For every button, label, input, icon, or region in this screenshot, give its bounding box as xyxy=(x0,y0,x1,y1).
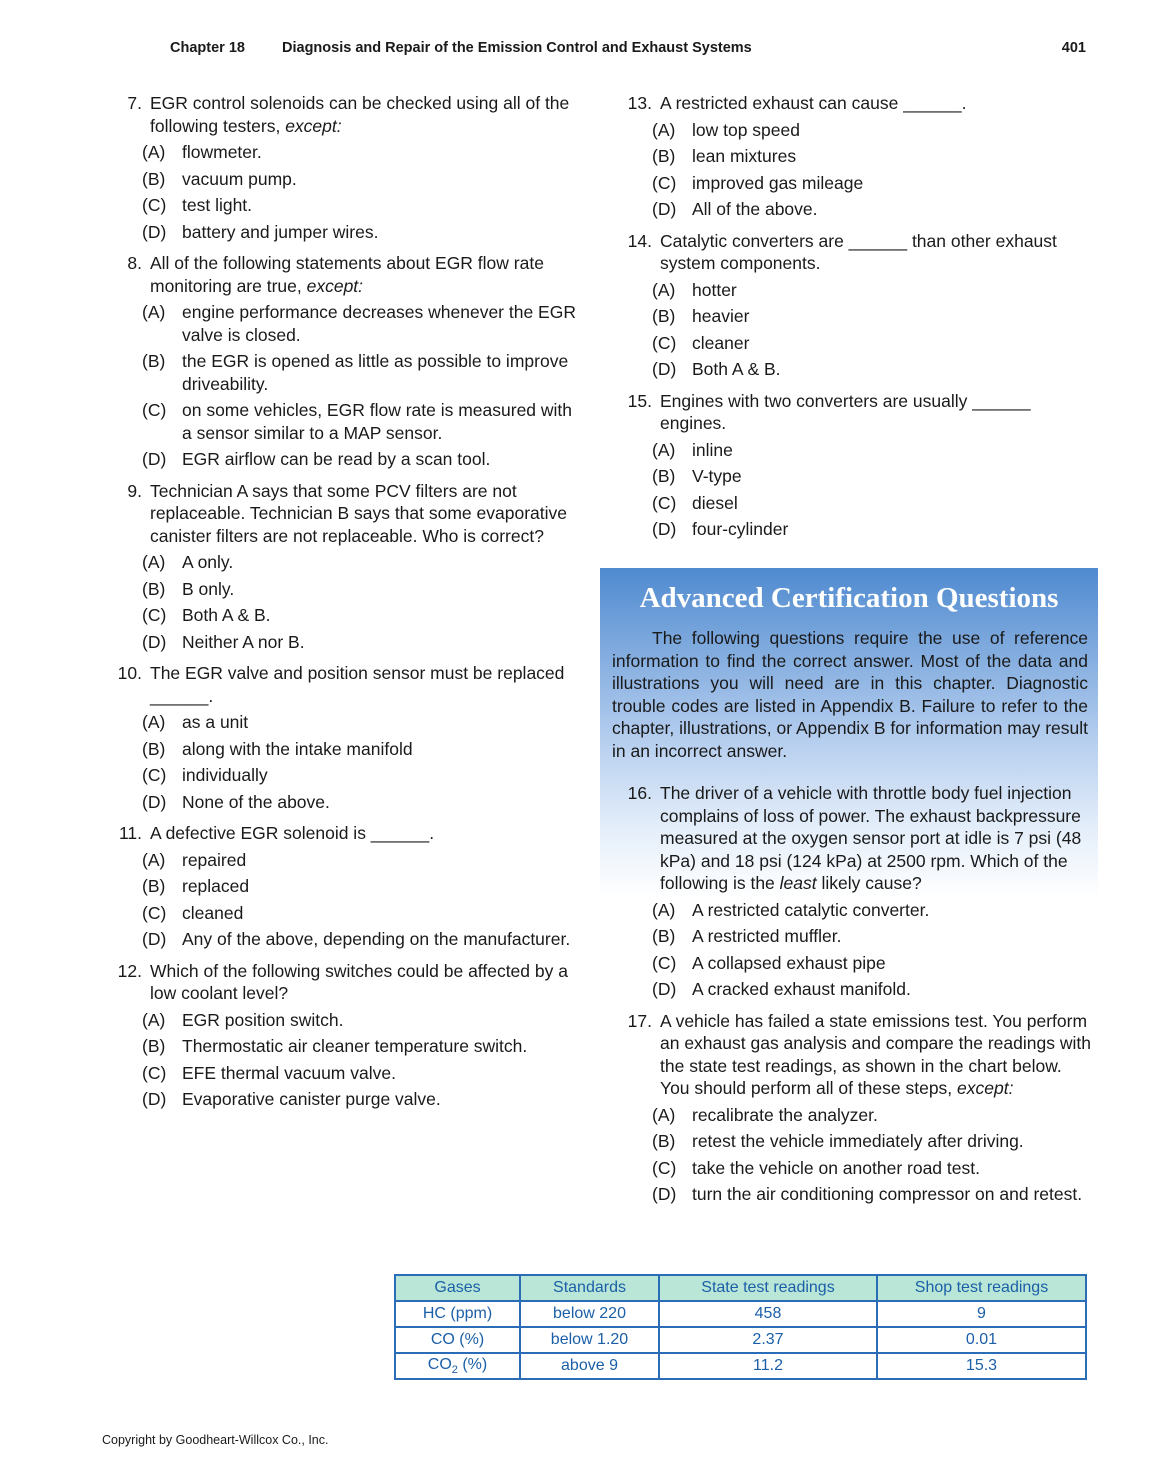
answer-option xyxy=(142,1035,580,1058)
option-letter: (C) xyxy=(142,605,167,625)
option-letter: (C) xyxy=(142,902,167,923)
option-text: replaced xyxy=(182,876,250,896)
answer-option xyxy=(142,711,580,734)
left-column xyxy=(102,92,580,1120)
gas-name: HC (ppm) xyxy=(422,1305,493,1322)
option-letter: (B) xyxy=(142,578,166,599)
question-emphasis: except: xyxy=(957,1078,1014,1098)
question-stem xyxy=(612,230,1092,275)
question-number: 8. xyxy=(127,253,142,273)
option-letter: (B) xyxy=(142,738,166,759)
option-letter: (B) xyxy=(652,146,676,166)
answer-option xyxy=(652,439,1092,462)
question-text-main: EGR control solenoids can be checked using all of the following testers, xyxy=(150,93,570,136)
question xyxy=(612,782,1092,1001)
answer-options xyxy=(652,439,1092,541)
advanced-intro: The following questions require the use of reference information to find the correct answer. Most of the data and illustrations you will need are in this chapter. Diagnostic trouble codes are listed in Appendix B. Failure to refer to the chapter, illustrations, or Appendix B for information may result in an incorrect answer. xyxy=(612,628,1088,761)
answer-option xyxy=(142,738,580,761)
option-text: along with the intake manifold xyxy=(182,738,413,759)
question-stem xyxy=(102,960,580,1005)
answer-option xyxy=(652,119,1092,142)
copyright-footer: Copyright by Goodheart-Willcox Co., Inc. xyxy=(102,1433,329,1447)
question-number: 10. xyxy=(117,663,142,683)
option-text: individually xyxy=(182,765,268,785)
right-column xyxy=(612,92,1092,550)
option-text: take the vehicle on another road test. xyxy=(692,1157,980,1178)
option-text: EGR airflow can be read by a scan tool. xyxy=(182,449,491,469)
option-letter: (D) xyxy=(652,199,677,219)
option-letter: (C) xyxy=(652,1157,677,1178)
option-letter: (B) xyxy=(142,168,166,189)
answer-options xyxy=(142,141,580,243)
option-letter: (D) xyxy=(142,449,167,469)
question xyxy=(102,662,580,813)
answer-option xyxy=(652,518,1092,541)
answer-option xyxy=(142,849,580,872)
table-row xyxy=(395,1301,1086,1327)
answer-options xyxy=(142,849,580,951)
answer-options xyxy=(142,1009,580,1111)
gas-name: CO (%) xyxy=(430,1331,485,1348)
option-letter: (A) xyxy=(652,439,676,460)
option-letter: (A) xyxy=(142,1009,166,1030)
option-text: heavier xyxy=(692,306,750,326)
option-text: recalibrate the analyzer. xyxy=(692,1104,878,1125)
option-text: EFE thermal vacuum valve. xyxy=(182,1062,396,1083)
question xyxy=(612,390,1092,541)
page-header xyxy=(0,40,1156,62)
answer-option xyxy=(652,1157,1092,1180)
answer-option xyxy=(142,928,580,951)
option-letter: (B) xyxy=(142,351,166,371)
question-text-main: A defective EGR solenoid is ______. xyxy=(150,823,435,843)
question-text xyxy=(660,230,1092,275)
answer-option xyxy=(142,1009,580,1032)
answer-option xyxy=(142,902,580,925)
answer-option xyxy=(652,899,1092,922)
chapter-title: Diagnosis and Repair of the Emission Control and Exhaust Systems xyxy=(282,40,752,56)
advanced-questions xyxy=(612,782,1092,1215)
question-text-main: A restricted exhaust can cause ______. xyxy=(660,93,967,113)
question-stem xyxy=(102,92,580,137)
cell-standard: above 9 xyxy=(520,1353,659,1379)
option-letter: (B) xyxy=(652,1131,676,1151)
question-number: 11. xyxy=(118,823,142,843)
header-shop-readings: Shop test readings xyxy=(877,1275,1086,1301)
question-number: 15. xyxy=(627,390,652,411)
option-letter: (B) xyxy=(652,926,676,946)
option-letter: (A) xyxy=(652,899,676,920)
gas-name: CO xyxy=(427,1355,452,1373)
option-text: turn the air conditioning compressor on and retest. xyxy=(692,1184,1083,1204)
question xyxy=(612,1010,1092,1206)
answer-options xyxy=(142,551,580,653)
question-number: 7. xyxy=(127,93,142,113)
answer-option xyxy=(142,448,580,471)
question xyxy=(102,252,580,471)
question-stem xyxy=(612,1010,1092,1100)
question-stem xyxy=(102,480,580,548)
answer-option xyxy=(142,141,580,164)
answer-option xyxy=(142,551,580,574)
question-text xyxy=(150,92,580,137)
question-number: 9. xyxy=(127,480,142,501)
gas-subscript: 2 xyxy=(451,1364,458,1377)
answer-option xyxy=(142,399,580,444)
answer-option xyxy=(652,145,1092,168)
option-letter: (D) xyxy=(652,1184,677,1204)
cell-state-reading: 2.37 xyxy=(659,1327,877,1353)
question-text xyxy=(150,252,580,297)
option-text: hotter xyxy=(692,279,737,300)
option-text: engine performance decreases whenever the EGR valve is closed. xyxy=(182,302,576,345)
option-text: V-type xyxy=(692,466,742,486)
cell-standard: below 220 xyxy=(520,1301,659,1327)
option-text: EGR position switch. xyxy=(182,1009,344,1030)
option-text: vacuum pump. xyxy=(182,168,297,189)
cell-shop-reading: 0.01 xyxy=(877,1327,1086,1353)
option-text: low top speed xyxy=(692,119,800,140)
option-letter: (A) xyxy=(652,279,676,300)
option-text: as a unit xyxy=(182,712,249,732)
option-text: Both A & B. xyxy=(182,605,271,625)
cell-gas xyxy=(395,1327,520,1353)
question-emphasis: except: xyxy=(285,115,342,136)
answer-option xyxy=(142,194,580,217)
option-text: None of the above. xyxy=(182,791,330,812)
option-text: A collapsed exhaust pipe xyxy=(692,952,886,973)
answer-option xyxy=(652,465,1092,488)
header-gases: Gases xyxy=(395,1275,520,1301)
option-letter: (A) xyxy=(142,552,166,572)
option-text: All of the above. xyxy=(692,199,818,219)
answer-option xyxy=(142,578,580,601)
question-stem xyxy=(102,662,580,707)
option-text: A restricted catalytic converter. xyxy=(692,899,930,920)
option-text: B only. xyxy=(182,578,235,599)
header-standards: Standards xyxy=(520,1275,659,1301)
option-letter: (D) xyxy=(652,979,677,999)
option-letter: (A) xyxy=(142,302,166,322)
answer-option xyxy=(652,198,1092,221)
option-text: diesel xyxy=(692,492,738,513)
page-number: 401 xyxy=(1061,40,1086,56)
question-text-main: The EGR valve and position sensor must be replaced ______. xyxy=(150,663,565,706)
option-letter: (D) xyxy=(652,519,677,539)
option-letter: (D) xyxy=(652,359,677,379)
answer-option xyxy=(142,1088,580,1111)
option-text: Thermostatic air cleaner temperature switch. xyxy=(182,1036,528,1056)
header-state-readings: State test readings xyxy=(659,1275,877,1301)
answer-option xyxy=(142,604,580,627)
answer-option xyxy=(142,791,580,814)
answer-option xyxy=(652,925,1092,948)
answer-option xyxy=(652,1104,1092,1127)
question-text-main: Catalytic converters are ______ than other exhaust system components. xyxy=(660,230,1057,273)
question-text-main: A vehicle has failed a state emissions test. You perform an exhaust gas analysis and compare the readings with the state test readings, as shown in the chart below. You should perform all of these steps, xyxy=(660,1010,1091,1098)
option-text: cleaner xyxy=(692,332,750,353)
cell-state-reading: 458 xyxy=(659,1301,877,1327)
option-text: inline xyxy=(692,439,733,460)
answer-option xyxy=(652,172,1092,195)
question-text xyxy=(660,390,1092,435)
option-letter: (C) xyxy=(652,172,677,193)
answer-option xyxy=(142,764,580,787)
option-letter: (D) xyxy=(142,631,167,652)
answer-option xyxy=(652,358,1092,381)
question-stem xyxy=(612,390,1092,435)
answer-option xyxy=(652,1183,1092,1206)
option-letter: (A) xyxy=(142,142,166,162)
answer-option xyxy=(142,168,580,191)
question-number: 12. xyxy=(117,960,142,981)
option-text: the EGR is opened as little as possible to improve driveability. xyxy=(182,351,569,394)
question-number: 16. xyxy=(627,783,652,803)
answer-option xyxy=(652,1130,1092,1153)
option-text: test light. xyxy=(182,195,253,215)
option-letter: (A) xyxy=(652,119,676,140)
question-text xyxy=(660,1010,1092,1100)
option-text: cleaned xyxy=(182,902,244,923)
option-text: A only. xyxy=(182,552,234,572)
question-text xyxy=(150,662,580,707)
answer-options xyxy=(652,1104,1092,1206)
question-text-main: All of the following statements about EGR flow rate monitoring are true, xyxy=(150,253,544,296)
question-emphasis: least xyxy=(779,873,817,893)
option-text: retest the vehicle immediately after driving. xyxy=(692,1131,1024,1151)
question-number: 14. xyxy=(627,230,652,251)
answer-option xyxy=(142,875,580,898)
option-letter: (B) xyxy=(142,876,166,896)
question-text xyxy=(150,480,580,548)
question-text xyxy=(150,822,580,845)
option-text: Evaporative canister purge valve. xyxy=(182,1089,441,1109)
cell-shop-reading: 15.3 xyxy=(877,1353,1086,1379)
question-text-tail: likely cause? xyxy=(816,873,922,893)
option-letter: (B) xyxy=(652,306,676,326)
question-text-main: Technician A says that some PCV filters are not replaceable. Technician B says that some evaporative canister filters are not replaceable. Who is correct? xyxy=(150,480,568,546)
answer-option xyxy=(652,952,1092,975)
answer-option xyxy=(652,279,1092,302)
option-text: on some vehicles, EGR flow rate is measured with a sensor similar to a MAP sensor. xyxy=(182,400,573,443)
option-text: Any of the above, depending on the manufacturer. xyxy=(182,929,571,949)
cell-gas xyxy=(395,1353,520,1379)
question-text xyxy=(660,92,1092,115)
answer-option xyxy=(142,350,580,395)
answer-options xyxy=(652,119,1092,221)
option-text: A restricted muffler. xyxy=(692,926,842,946)
answer-options xyxy=(142,711,580,813)
chapter-label: Chapter 18 xyxy=(170,40,245,56)
answer-option xyxy=(142,221,580,244)
option-letter: (A) xyxy=(652,1104,676,1125)
question-stem xyxy=(612,782,1092,895)
table-row xyxy=(395,1353,1086,1379)
option-letter: (C) xyxy=(142,195,167,215)
option-text: four-cylinder xyxy=(692,519,789,539)
question-stem xyxy=(612,92,1092,115)
question-stem xyxy=(102,252,580,297)
table-row xyxy=(395,1327,1086,1353)
answer-options xyxy=(652,899,1092,1001)
question-emphasis: except: xyxy=(306,275,364,296)
option-letter: (C) xyxy=(142,765,167,785)
option-text: battery and jumper wires. xyxy=(182,221,379,242)
question-text-main: The driver of a vehicle with throttle body fuel injection complains of loss of power. The exhaust backpressure measured at the oxygen sensor port at idle is 7 psi (48 kPa) and 18 psi (124 kPa) at 2500 rpm. Which of the following is the xyxy=(660,783,1082,893)
question-stem xyxy=(102,822,580,845)
question xyxy=(102,960,580,1111)
question-number: 13. xyxy=(627,93,652,113)
option-text: Both A & B. xyxy=(692,359,781,379)
answer-option xyxy=(652,332,1092,355)
option-text: improved gas mileage xyxy=(692,172,864,193)
option-letter: (D) xyxy=(142,1089,167,1109)
option-letter: (B) xyxy=(142,1036,166,1056)
option-letter: (A) xyxy=(142,712,166,732)
option-letter: (D) xyxy=(142,221,167,242)
advanced-heading: Advanced Certification Questions xyxy=(639,582,1059,614)
option-letter: (C) xyxy=(652,492,677,513)
answer-options xyxy=(142,301,580,471)
option-text: Neither A nor B. xyxy=(182,631,305,652)
question xyxy=(102,480,580,654)
option-letter: (C) xyxy=(142,400,167,420)
answer-options xyxy=(652,279,1092,381)
cell-gas xyxy=(395,1301,520,1327)
cell-standard: below 1.20 xyxy=(520,1327,659,1353)
cell-state-reading: 11.2 xyxy=(659,1353,877,1379)
option-text: lean mixtures xyxy=(692,146,797,166)
question xyxy=(102,92,580,243)
option-letter: (D) xyxy=(142,929,167,949)
answer-option xyxy=(652,978,1092,1001)
question xyxy=(102,822,580,951)
answer-option xyxy=(142,301,580,346)
option-letter: (B) xyxy=(652,466,676,486)
answer-option xyxy=(142,1062,580,1085)
question-text xyxy=(660,782,1092,895)
question-number: 17. xyxy=(627,1010,652,1031)
question-text-main: Which of the following switches could be affected by a low coolant level? xyxy=(150,960,568,1003)
option-text: repaired xyxy=(182,849,247,870)
question xyxy=(612,230,1092,381)
option-text: A cracked exhaust manifold. xyxy=(692,979,911,999)
answer-option xyxy=(652,492,1092,515)
answer-option xyxy=(652,305,1092,328)
option-letter: (A) xyxy=(142,849,166,870)
option-text: flowmeter. xyxy=(182,142,262,162)
question-text xyxy=(150,960,580,1005)
option-letter: (C) xyxy=(142,1062,167,1083)
option-letter: (D) xyxy=(142,791,167,812)
question xyxy=(612,92,1092,221)
answer-option xyxy=(142,631,580,654)
option-letter: (C) xyxy=(652,952,677,973)
option-letter: (C) xyxy=(652,332,677,353)
gas-readings-table xyxy=(394,1274,1087,1380)
gas-unit: (%) xyxy=(457,1355,488,1373)
table-header-row xyxy=(395,1275,1086,1301)
question-text-main: Engines with two converters are usually ______ engines. xyxy=(660,390,1031,433)
cell-shop-reading: 9 xyxy=(877,1301,1086,1327)
